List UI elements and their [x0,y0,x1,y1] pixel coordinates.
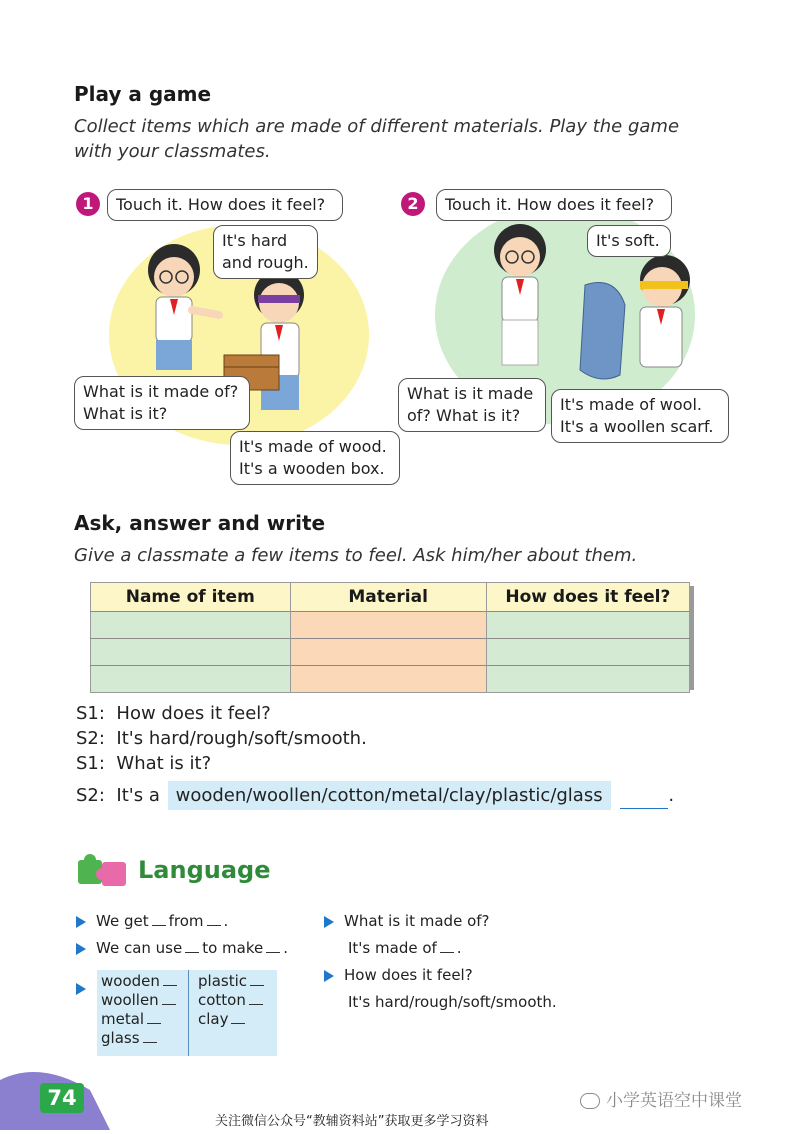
lang-text: How does it feel? [344,966,473,984]
scene-2-bubble-touch: Touch it. How does it feel? [436,189,672,221]
bullet-arrow-icon [324,916,334,928]
word-item: woollen [101,991,180,1010]
material-options-highlight: wooden/woollen/cotton/metal/clay/plastic/glass [168,781,611,810]
page-number: 74 [40,1083,84,1113]
dialog-line-2 [76,726,674,751]
table-header-row [91,583,690,612]
scene-1-bubble-made-of [74,376,250,430]
cell-name-3[interactable] [91,666,291,693]
answer-blank[interactable] [620,783,668,809]
bullet-arrow-icon [324,970,334,982]
word-item: cotton [198,991,267,1010]
scene-2-number: 2 [401,192,425,216]
table-row [91,666,690,693]
language-title: Language [138,856,271,884]
word-item: glass [101,1029,180,1048]
dialog-line-1 [76,701,674,726]
section-title-play: Play a game [74,82,212,106]
scene-1-bubble-hard [213,225,318,279]
word-list-right [198,972,267,1029]
table-row [91,612,690,639]
lang-text: to make [202,939,264,957]
scene-1-hard-line1: It's hard [222,231,288,250]
scene-1-bubble-wood [230,431,400,485]
scene-1-hard-line2: and rough. [222,253,309,272]
watermark-text: 小学英语空中课堂 [606,1091,742,1111]
word-list-left [101,972,180,1048]
header-name-of-item: Name of item [91,583,291,612]
scene-1-wood-line2: It's a wooden box. [239,459,385,478]
section-title-ask: Ask, answer and write [74,511,326,535]
puzzle-icon [74,852,134,892]
header-how-feel: How does it feel? [505,587,671,607]
play-instruction-line2: with your classmates. [74,141,271,162]
feel-table-wrap [90,582,690,686]
chat-icon [580,1093,600,1109]
dialog-text-2: It's hard/rough/soft/smooth. [116,728,367,749]
bullet-arrow-icon [76,943,86,955]
word-box-divider [188,970,189,1056]
lang-text: . [223,912,229,930]
scene-2-bubble-made-of [398,378,546,432]
word-box [97,970,277,1056]
header-material: Material [290,583,486,612]
lang-a-made [348,937,462,959]
scene-2-made-line1: What is it made [407,384,534,403]
word-item: wooden [101,972,180,991]
bullet-arrow-icon [76,916,86,928]
cell-name-1[interactable] [91,612,291,639]
dialog-end-dot: . [668,785,675,806]
word-item: metal [101,1010,180,1029]
cell-feel-1[interactable] [486,612,689,639]
scene-1-made-line1: What is it made of? [83,382,239,401]
lang-a-feel: It's hard/rough/soft/smooth. [348,993,557,1011]
scene-1-bubble-touch: Touch it. How does it feel? [107,189,343,221]
feel-table [90,582,690,693]
scene-1-wood-line1: It's made of wood. [239,437,387,456]
bullet-arrow-icon [76,978,96,997]
lang-q-made [324,910,490,932]
scene-2-wool-line2: It's a woollen scarf. [560,417,714,436]
speaker-s1: S1: [76,703,105,724]
scene-2-made-line2: of? What is it? [407,406,521,425]
dialog-text-4-prefix: It's a [116,785,160,806]
cell-material-1[interactable] [290,612,486,639]
cell-material-2[interactable] [290,639,486,666]
lang-text: . [283,939,289,957]
watermark [580,1086,742,1111]
table-row [91,639,690,666]
play-instruction-line1: Collect items which are made of different materials. Play the game [74,116,680,137]
dialog-text-3: What is it? [116,753,212,774]
lang-q-feel [324,964,473,986]
cell-material-3[interactable] [290,666,486,693]
word-item: clay [198,1010,267,1029]
lang-we-get [76,910,228,932]
speaker-s2: S2: [76,728,105,749]
word-item: plastic [198,972,267,991]
scene-2-bubble-soft: It's soft. [587,225,671,257]
cell-feel-3[interactable] [486,666,689,693]
dialog-line-4 [76,783,674,809]
play-instruction [74,114,754,164]
scene-2-wool-line1: It's made of wool. [560,395,702,414]
lang-text: It's made of [348,939,437,957]
lang-text: . [456,939,462,957]
speaker-s2: S2: [76,785,105,806]
scene-1-number: 1 [76,192,100,216]
lang-text: We get [96,912,149,930]
lang-text: What is it made of? [344,912,490,930]
footer-note: 关注微信公众号“教辅资料站”获取更多学习资料 [215,1114,489,1129]
cell-feel-2[interactable] [486,639,689,666]
dialog-line-3 [76,751,674,776]
dialog [76,701,674,809]
scene-1-made-line2: What is it? [83,404,168,423]
ask-instruction: Give a classmate a few items to feel. Ask him/her about them. [74,545,638,566]
scene-2-bubble-wool [551,389,729,443]
dialog-text-1: How does it feel? [116,703,271,724]
lang-we-can-use [76,937,288,959]
cell-name-2[interactable] [91,639,291,666]
lang-text: from [168,912,204,930]
lang-text: We can use [96,939,183,957]
speaker-s1: S1: [76,753,105,774]
